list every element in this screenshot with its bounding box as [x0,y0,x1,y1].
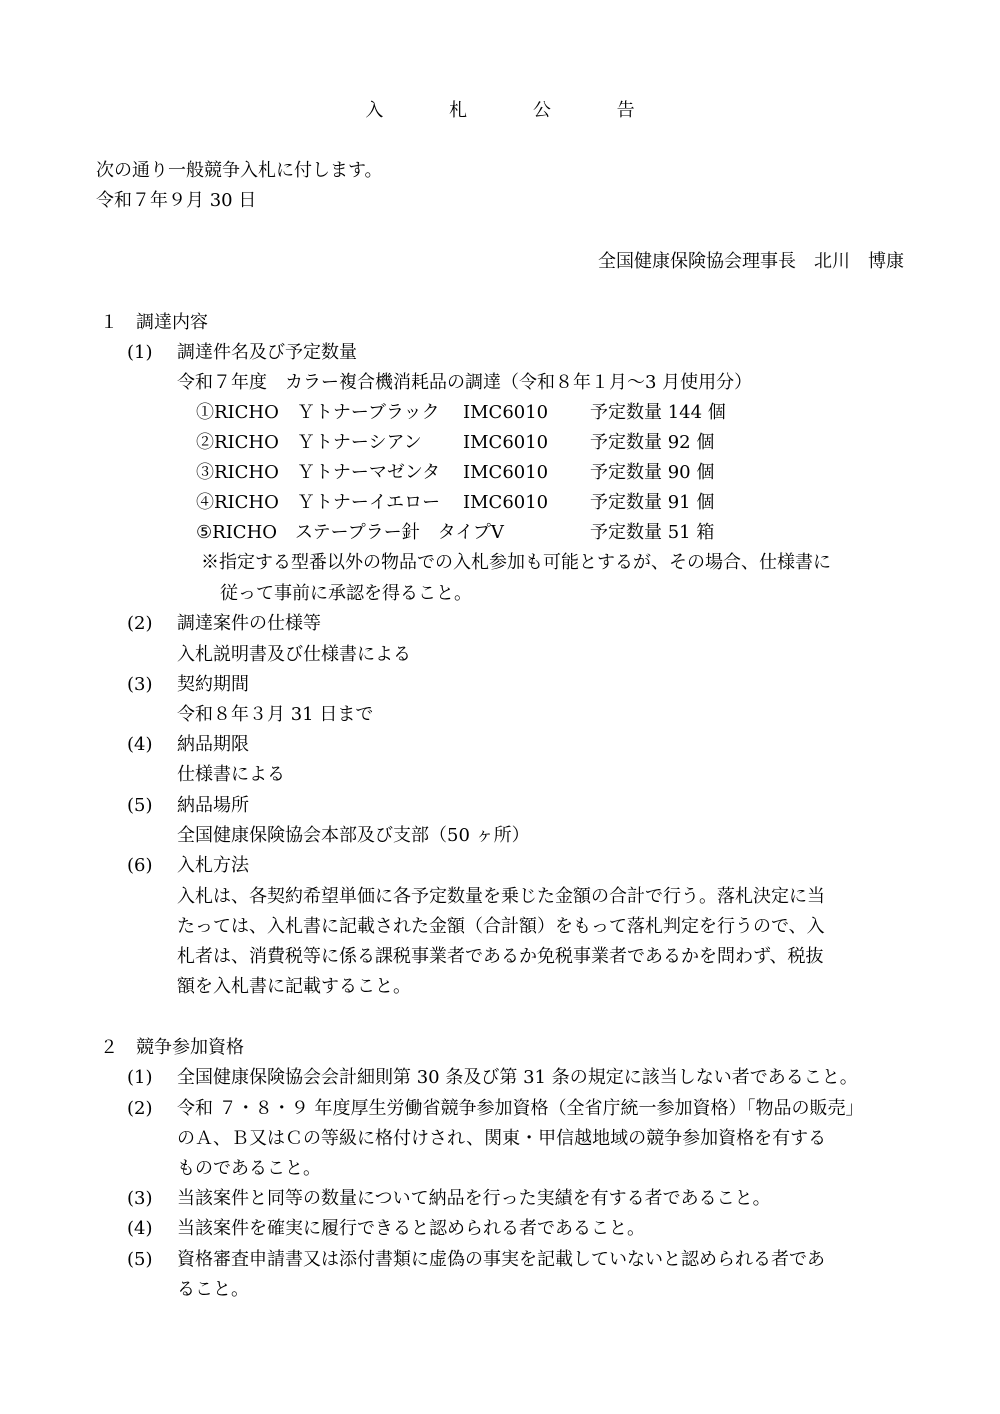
subsection-number: (3) [127,674,153,695]
section-1-number: １ [100,312,118,333]
list-item-name: ③RICHO Ｙトナーマゼンタ [196,462,441,483]
subsection-body: 札者は、消費税等に係る課税事業者であるか免税事業者であるかを問わず、税抜 [177,946,824,967]
subsection-heading: 調達件名及び予定数量 [177,342,357,363]
subsection-number: (1) [127,342,153,363]
list-item-quantity: 予定数量 91 個 [590,492,715,513]
list-item-model: IMC6010 [463,432,549,453]
subsection-body: たっては、入札書に記載された金額（合計額）をもって落札判定を行うので、入 [177,916,825,937]
note-text: ※指定する型番以外の物品での入札参加も可能とするが、その場合、仕様書に [201,552,831,573]
qualification-number: (1) [127,1067,153,1088]
issuer-name: 全国健康保険協会理事長 北川 博康 [598,251,904,272]
qualification-number: (4) [127,1218,153,1239]
subsection-number: (2) [127,613,153,634]
list-item-model: IMC6010 [463,402,549,423]
page-title: 入 札 公 告 [365,100,665,121]
qualification-text: 資格審査申請書又は添付書類に虚偽の事実を記載していないと認められる者であ [177,1249,825,1270]
subsection-body: 全国健康保険協会本部及び支部（50 ヶ所） [177,825,530,846]
subsection-number: (4) [127,734,153,755]
qualification-text: ものであること。 [177,1158,321,1179]
subsection-body: 入札説明書及び仕様書による [177,644,411,665]
list-item-model: IMC6010 [463,492,549,513]
subsection-number: (5) [127,795,153,816]
subsection-body: 入札は、各契約希望単価に各予定数量を乗じた金額の合計で行う。落札決定に当 [177,886,825,907]
subsection-heading: 契約期間 [177,674,249,695]
qualification-number: (2) [127,1098,153,1119]
section-1-heading: 調達内容 [136,312,208,333]
list-item-quantity: 予定数量 92 個 [590,432,715,453]
note-text: 従って事前に承認を得ること。 [220,583,472,604]
qualification-number: (3) [127,1188,153,1209]
subsection-heading: 調達案件の仕様等 [177,613,321,634]
list-item-name: ①RICHO Ｙトナーブラック [196,402,440,423]
notice-date: 令和７年９月 30 日 [96,190,257,211]
list-item-quantity: 予定数量 51 箱 [590,522,715,543]
list-item-name: ④RICHO Ｙトナーイエロー [196,492,441,513]
subsection-body: 令和８年３月 31 日まで [177,704,374,725]
intro-text: 次の通り一般競争入札に付します。 [96,160,383,181]
qualification-text: 当該案件と同等の数量について納品を行った実績を有する者であること。 [177,1188,771,1209]
section-2-number: ２ [100,1037,118,1058]
subsection-heading: 納品場所 [177,795,249,816]
subsection-heading: 納品期限 [177,734,249,755]
subsection-body: 額を入札書に記載すること。 [177,976,411,997]
list-item-quantity: 予定数量 90 個 [590,462,715,483]
qualification-text: のＡ、Ｂ又はＣの等級に格付けされ、関東・甲信越地域の競争参加資格を有する [177,1128,827,1149]
subsection-body: 仕様書による [177,764,285,785]
list-item-name: ⑤RICHO ステープラー針 タイプⅤ [196,522,504,543]
list-item-name: ②RICHO Ｙトナーシアン [196,432,422,453]
procurement-subject: 令和７年度 カラー複合機消耗品の調達（令和８年１月～3 月使用分） [177,372,753,393]
subsection-heading: 入札方法 [177,855,249,876]
list-item-quantity: 予定数量 144 個 [590,402,726,423]
section-2-heading: 競争参加資格 [136,1037,244,1058]
qualification-text: ること。 [177,1279,249,1300]
qualification-text: 当該案件を確実に履行できると認められる者であること。 [177,1218,645,1239]
qualification-text: 令和 ７・８・９ 年度厚生労働省競争参加資格（全省庁統一参加資格）「物品の販売」 [177,1098,864,1119]
list-item-model: IMC6010 [463,462,549,483]
qualification-number: (5) [127,1249,153,1270]
qualification-text: 全国健康保険協会会計細則第 30 条及び第 31 条の規定に該当しない者であること。 [177,1067,858,1088]
subsection-number: (6) [127,855,153,876]
